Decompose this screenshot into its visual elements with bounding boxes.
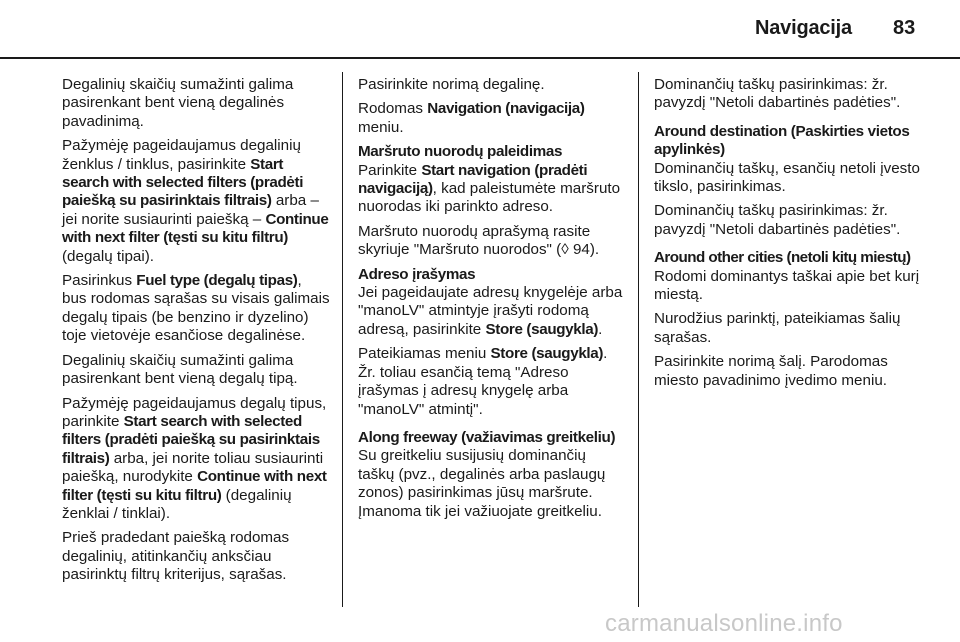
text: Pasirinkus bbox=[62, 272, 137, 290]
text: (degalų tipai). bbox=[62, 247, 155, 265]
section bbox=[358, 143, 626, 217]
text: Pasirinkite norimą šalį. Parodomas miesto pavadinimo įvedimo meniu. bbox=[654, 353, 888, 389]
section-heading: Maršruto nuorodų paleidimas bbox=[358, 143, 563, 161]
text: Jei pageidaujate adresų knygelėje arba "manoLV" atmintyje įrašyti rodomą adresą, pasirinkite bbox=[358, 284, 623, 338]
text: Dominančių taškų, esančių netoli įvesto tikslo, pasirinkimas. bbox=[654, 159, 920, 196]
column-divider bbox=[342, 72, 343, 607]
page-title: Navigacija bbox=[755, 17, 852, 39]
text: arba – jei norite susiaurinti paiešką – bbox=[62, 192, 319, 228]
text: Pažymėję pageidaujamus degalinių ženklus / tinklus, pasirinkite bbox=[62, 137, 301, 173]
text: Su greitkeliu susijusių dominančių taškų (pvz., degalinės arba paslaugų zonos) pasirinkimas jūsų maršrute. Įmanoma tik jei važiuojate greitkeliu. bbox=[358, 447, 606, 520]
text: , bus rodomas sąrašas su visais galimais degalų tipais (be benzino ir dyzelino) toje vietovėje esančiose degalinėse. bbox=[62, 272, 330, 345]
section-heading: Along freeway (važiavimas greitkeliu) bbox=[358, 428, 616, 446]
section-heading: Adreso įrašymas bbox=[358, 265, 476, 283]
paragraph bbox=[654, 353, 926, 390]
text: Degalinių skaičių sumažinti galima pasirenkant bent vieną degalinės pavadinimą. bbox=[62, 76, 294, 130]
watermark: carmanualsonline.info bbox=[605, 610, 843, 637]
text: Rodomi dominantys taškai apie bet kurį miestą. bbox=[654, 267, 920, 304]
text: Nurodžius parinktį, pateikiamas šalių sąrašas. bbox=[654, 310, 901, 346]
text: Rodomas bbox=[358, 100, 428, 118]
cross-reference-arrow-icon: ◊ bbox=[561, 241, 569, 259]
column-2 bbox=[358, 76, 626, 527]
text: (degalinių ženklai / tinklai). bbox=[62, 486, 292, 522]
text: Pažymėję pageidaujamus degalų tipus, parinkite bbox=[62, 394, 327, 430]
text: Parinkite bbox=[358, 161, 422, 179]
page-number: 83 bbox=[893, 17, 916, 39]
text: arba, jei norite toliau susiaurinti paiešką, nurodykite bbox=[62, 449, 324, 486]
text: Prieš pradedant paiešką rodomas degalinių, atitinkančių anksčiau pasirinktų filtrų kriterijus, sąrašas. bbox=[62, 529, 290, 584]
paragraph bbox=[358, 223, 626, 260]
paragraph bbox=[62, 395, 330, 524]
section bbox=[358, 266, 626, 340]
text: Dominančių taškų pasirinkimas: žr. pavyzdį "Netoli dabartinės padėties". bbox=[654, 202, 901, 238]
paragraph bbox=[62, 352, 330, 389]
text: . bbox=[598, 320, 603, 338]
menu-option-navigation: Navigation (navigacija) bbox=[427, 100, 585, 118]
paragraph bbox=[654, 76, 926, 113]
section-heading: Around destination (Paskirties vietos apylinkės) bbox=[654, 122, 910, 159]
section-heading: Around other cities (netoli kitų miestų) bbox=[654, 249, 911, 267]
column-divider bbox=[638, 72, 639, 607]
section bbox=[358, 429, 626, 521]
paragraph bbox=[62, 76, 330, 131]
page-header bbox=[0, 0, 960, 50]
menu-option-store: Store (saugykla) bbox=[490, 345, 604, 363]
menu-option-start-search: Start search with selected filters (pradėti paiešką su pasirinktais filtrais) bbox=[62, 412, 320, 467]
text: . Žr. toliau esančią temą "Adreso įrašymas į adresų knygelę arba "manoLV" atmintį". bbox=[358, 345, 608, 418]
text: , kad paleistumėte maršruto nuorodas iki parinkto adreso. bbox=[358, 180, 621, 216]
section bbox=[654, 249, 926, 304]
paragraph bbox=[62, 272, 330, 346]
paragraph bbox=[654, 202, 926, 239]
text: 94). bbox=[568, 241, 600, 259]
text: meniu. bbox=[358, 118, 404, 136]
paragraph bbox=[62, 529, 330, 584]
column-1 bbox=[62, 76, 330, 591]
text: Pateikiamas meniu bbox=[358, 345, 491, 363]
menu-option-continue-filter: Continue with next filter (tęsti su kitu filtru) bbox=[62, 468, 327, 504]
paragraph bbox=[654, 310, 926, 347]
menu-option-continue-filter: Continue with next filter (tęsti su kitu filtru) bbox=[62, 210, 329, 247]
text: Maršruto nuorodų aprašymą rasite skyriuje "Maršruto nuorodos" ( bbox=[358, 222, 591, 259]
text: Pasirinkite norimą degalinę. bbox=[358, 76, 545, 93]
menu-option-store: Store (saugykla) bbox=[485, 320, 599, 338]
menu-option-start-search: Start search with selected filters (pradėti paiešką su pasirinktais filtrais) bbox=[62, 155, 304, 210]
header-divider bbox=[0, 57, 960, 59]
text: Dominančių taškų pasirinkimas: žr. pavyzdį "Netoli dabartinės padėties". bbox=[654, 76, 901, 112]
menu-option-start-navigation: Start navigation (pradėti navigaciją) bbox=[358, 161, 588, 198]
paragraph bbox=[358, 100, 626, 137]
paragraph bbox=[358, 76, 626, 94]
paragraph bbox=[358, 345, 626, 419]
paragraph bbox=[62, 137, 330, 266]
column-3 bbox=[654, 76, 926, 396]
text: Degalinių skaičių sumažinti galima pasirenkant bent vieną degalų tipą. bbox=[62, 351, 298, 388]
menu-option-fuel-type: Fuel type (degalų tipas) bbox=[136, 272, 298, 290]
section bbox=[654, 123, 926, 197]
